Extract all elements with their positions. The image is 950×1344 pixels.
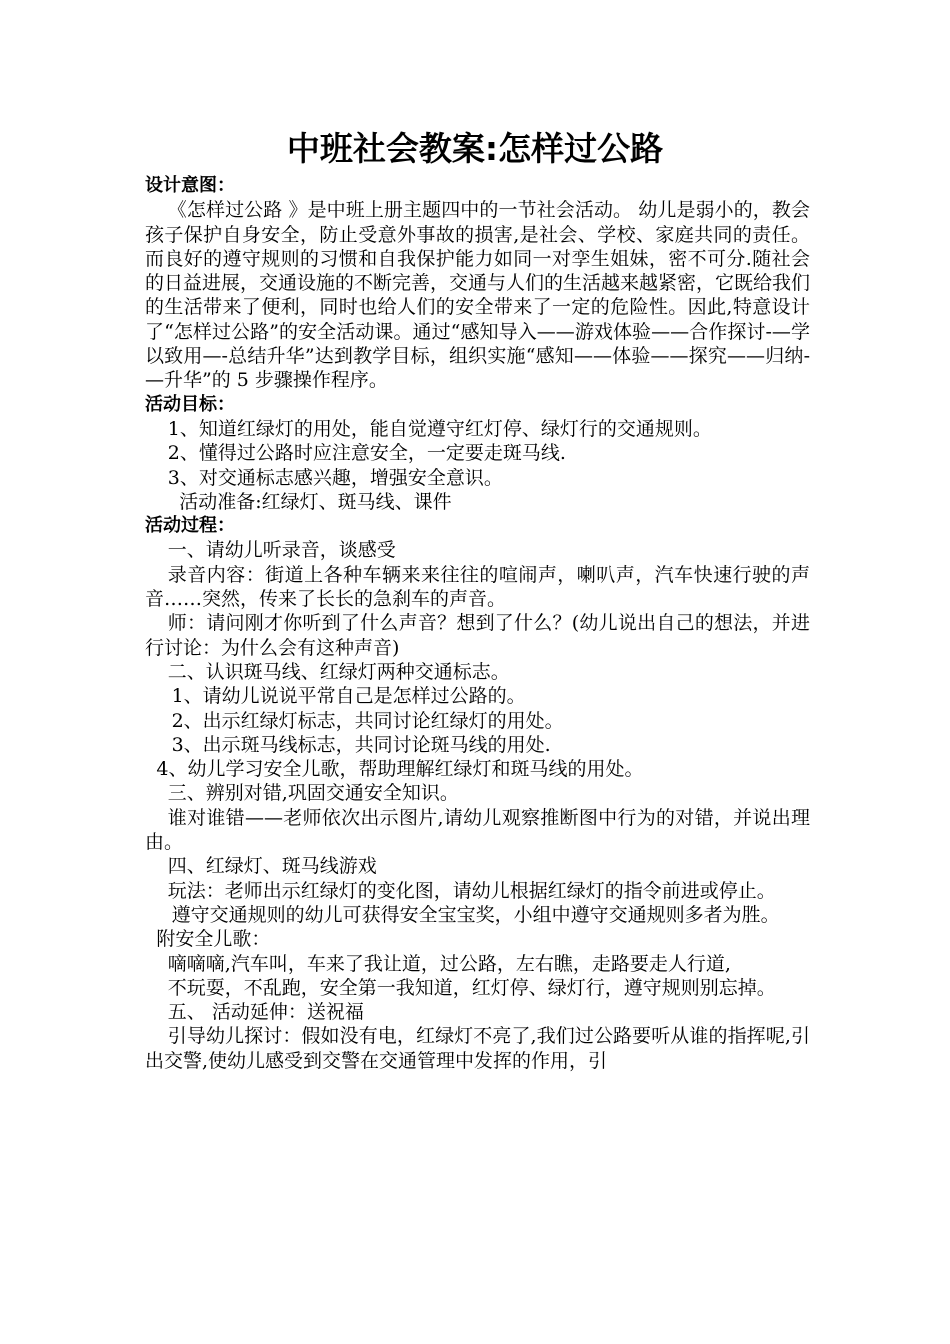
process-right-wrong: 谁对谁错——老师依次出示图片,请幼儿观察推断图中行为的对错，并说出理由。 — [145, 806, 810, 854]
process-substep-2: 2、出示红绿灯标志，共同讨论红绿灯的用处。 — [171, 709, 564, 732]
process-game-award: 遵守交通规则的幼儿可获得安全宝宝奖，小组中遵守交通规则多者为胜。 — [171, 903, 780, 926]
section-heading-process: 活动过程： — [145, 515, 235, 537]
process-substep-1: 1、请幼儿说说平常自己是怎样过公路的。 — [171, 685, 526, 708]
process-teacher-question: 师：请问刚才你听到了什么声音？想到了什么？(幼儿说出自己的想法，并进行讨论：为什么会有这种声音) — [145, 612, 810, 659]
process-substep-3: 3、出示斑马线标志，共同讨论斑马线的用处. — [171, 733, 551, 756]
process-game-rules: 玩法：老师出示红绿灯的变化图，请幼儿根据红绿灯的指令前进或停止。 — [167, 879, 776, 902]
safety-rhyme-heading: 附安全儿歌： — [156, 928, 271, 951]
safety-rhyme-line-1: 嘀嘀嘀,汽车叫，车来了我让道，过公路，左右瞧，走路要走人行道, — [167, 952, 731, 975]
safety-rhyme-line-2: 不玩耍，不乱跑，安全第一我知道，红灯停、绿灯行，遵守规则别忘掉。 — [167, 976, 776, 999]
process-substep-4: 4、幼儿学习安全儿歌，帮助理解红绿灯和斑马线的用处。 — [156, 758, 644, 781]
process-recording-content: 录音内容：街道上各种车辆来来往往的喧闹声，喇叭声，汽车快速行驶的声音……突然，传来了长长的急刹车的声音。 — [145, 563, 810, 611]
page-title: 中班社会教案:怎样过公路 — [286, 129, 664, 168]
process-step-2: 二、认识斑马线、红绿灯两种交通标志。 — [167, 660, 510, 683]
section-heading-goals: 活动目标： — [145, 393, 235, 415]
section-heading-design: 设计意图： — [145, 175, 235, 196]
paragraph-design: 《怎样过公路 》是中班上册主题四中的一节社会活动。 幼儿是弱小的，教会孩子保护自身安全，防止受意外事故的损害,是社会、学校、家庭共同的责任。而良好的遵守规则的习惯和自我保护能力如同一对孪生姐妹，密不可分.随社会的日益进展，交通设施的不断完善，交通与人们的生活越来越紧密，它既给我们的生活带来了便利，同时也给人们的安全带来了一定的危险性。因此,特意设计了“怎样过公路”的安全活动课。通过“感知导入——游戏体验——合作探讨-—学以致用—-总结升华”达到教学目标，组织实施“感知——体验——探究——归纳-—升华”的 5 步骤操作程序。 — [145, 199, 811, 392]
document-body — [145, 174, 810, 1073]
goal-item-2: 2、懂得过公路时应注意安全，一定要走斑马线. — [167, 442, 566, 465]
goal-item-1: 1、知道红绿灯的用处，能自觉遵守红灯停、绿灯行的交通规则。 — [167, 417, 712, 440]
goal-item-3: 3、对交通标志感兴趣，增强安全意识。 — [167, 466, 503, 489]
activity-prep: 活动准备:红绿灯、斑马线、课件 — [179, 490, 452, 513]
process-step-4: 四、红绿灯、斑马线游戏 — [167, 855, 377, 878]
process-step-5: 五、 活动延伸：送祝福 — [167, 1001, 364, 1024]
process-step-3: 三、辨别对错,巩固交通安全知识。 — [167, 782, 459, 805]
process-extension-discussion: 引导幼儿探讨：假如没有电，红绿灯不亮了,我们过公路要听从谁的指挥呢,引出交警,使幼儿感受到交警在交通管理中发挥的作用，引 — [145, 1025, 810, 1072]
process-step-1: 一、请幼儿听录音，谈感受 — [167, 539, 396, 562]
